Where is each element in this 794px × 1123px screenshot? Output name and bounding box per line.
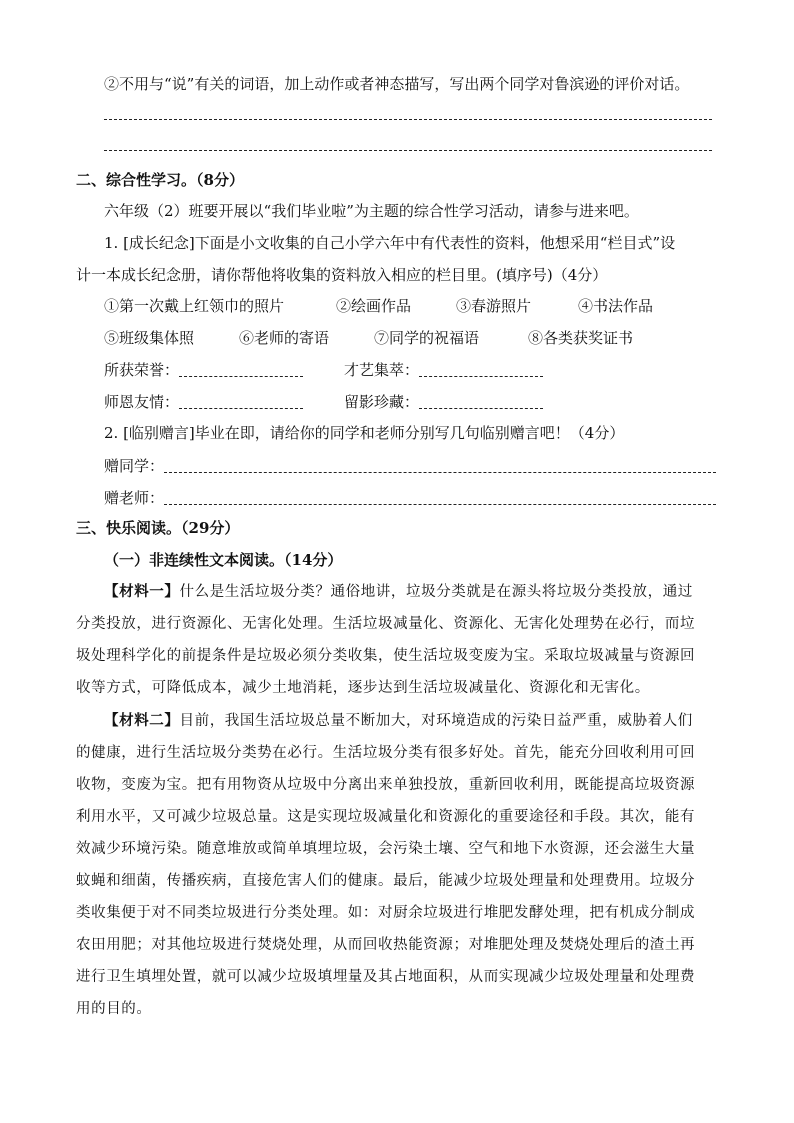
option-item: ③春游照片: [456, 297, 532, 315]
category-row: [344, 392, 543, 412]
material-line: 类收集便于对不同类垃圾进行分类处理。如：对厨余垃圾进行堆肥发酵处理，把有机成分制成: [76, 905, 696, 921]
category-label: 所获荣誉：: [104, 361, 180, 379]
answer-blank[interactable]: [164, 490, 716, 505]
category-label: 留影珍藏：: [344, 393, 420, 411]
category-row: [104, 392, 303, 412]
answer-blank[interactable]: [164, 458, 716, 473]
answer-line[interactable]: [104, 150, 712, 151]
material-line: 进行卫生填埋处置，就可以减少垃圾填埋量及其占地面积，从而实现减少垃圾处理量和处理费: [76, 969, 696, 985]
question-instruction: ②不用与“说”有关的词语，加上动作或者神态描写，写出两个同学对鲁滨逊的评价对话。: [104, 75, 690, 93]
material-line: 分类投放，进行资源化、无害化处理。生活垃圾减量化、资源化、无害化处理势在必行，而垃: [76, 616, 696, 632]
category-row: [344, 360, 543, 380]
section-title: 三、快乐阅读。（29分）: [76, 519, 240, 537]
section-title: 二、综合性学习。（8分）: [76, 171, 244, 189]
answer-blank[interactable]: [419, 362, 543, 377]
question-1-line: 1. [成长纪念]下面是小文收集的自己小学六年中有代表性的资料，他想采用“栏目式”设: [104, 234, 676, 252]
section-intro: 六年级（2）班要开展以“我们毕业啦”为主题的综合性学习活动，请参与进来吧。: [104, 202, 639, 220]
category-row: [104, 360, 303, 380]
option-item: ②绘画作品: [336, 297, 412, 315]
material-line: 蚊蝇和细菌，传播疾病，直接危害人们的健康。最后，能减少垃圾处理量和处理费用。垃圾分: [76, 873, 696, 889]
material-line: 【材料一】什么是生活垃圾分类？通俗地讲，垃圾分类就是在源头将垃圾分类投放，通过: [104, 583, 693, 600]
material-label: 【材料一】: [104, 583, 180, 600]
subsection-title: （一）非连续性文本阅读。（14分）: [104, 551, 343, 569]
option-item: ⑥老师的寄语: [239, 329, 330, 347]
answer-blank[interactable]: [179, 362, 303, 377]
material-line: 利用水平，又可减少垃圾总量。这是实现垃圾减量化和资源化的重要途径和手段。其次，能有: [76, 809, 696, 825]
material-line: 农田用肥；对其他垃圾进行焚烧处理，从而回收热能资源；对堆肥处理及焚烧处理后的渣土再: [76, 937, 696, 953]
question-1-line: 计一本成长纪念册，请你帮他将收集的资料放入相应的栏目里。(填序号)（4分）: [76, 266, 608, 284]
farewell-label: 赠同学：: [104, 457, 165, 475]
material-line: 的健康，进行生活垃圾分类势在必行。生活垃圾分类有很多好处。首先，能充分回收利用可回: [76, 745, 696, 761]
material-line: 收物，变废为宝。把有用物资从垃圾中分离出来单独投放，重新回收利用，既能提高垃圾资源: [76, 777, 696, 793]
material-line: 收等方式，可降低成本，减少土地消耗，逐步达到生活垃圾减量化、资源化和无害化。: [76, 680, 650, 696]
option-item: ⑤班级集体照: [104, 329, 195, 347]
category-label: 师恩友情：: [104, 393, 180, 411]
options-row: [104, 328, 633, 348]
option-item: ①第一次戴上红领巾的照片: [104, 297, 285, 315]
option-item: ⑦同学的祝福语: [374, 329, 480, 347]
material-line: 用的目的。: [76, 1001, 152, 1017]
material-label: 【材料二】: [104, 712, 180, 729]
farewell-label: 赠老师：: [104, 489, 165, 507]
material-line: 圾处理科学化的前提条件是垃圾必须分类收集，使生活垃圾变废为宝。采取垃圾减量与资源回: [76, 648, 696, 664]
category-label: 才艺集萃：: [344, 361, 420, 379]
option-item: ④书法作品: [578, 297, 654, 315]
farewell-row: [104, 488, 716, 508]
answer-blank[interactable]: [419, 394, 543, 409]
options-row: [104, 296, 653, 316]
farewell-row: [104, 456, 716, 476]
option-item: ⑧各类获奖证书: [528, 329, 634, 347]
question-2-line: 2. [临别赠言]毕业在即，请给你的同学和老师分别写几句临别赠言吧！（4分）: [104, 424, 625, 442]
answer-blank[interactable]: [179, 394, 303, 409]
material-line: 效减少环境污染。随意堆放或简单填埋垃圾，会污染土壤、空气和地下水资源，还会滋生大量: [76, 841, 696, 857]
answer-line[interactable]: [104, 119, 712, 120]
material-line: 【材料二】目前，我国生活垃圾总量不断加大，对环境造成的污染日益严重，威胁着人们: [104, 712, 693, 729]
